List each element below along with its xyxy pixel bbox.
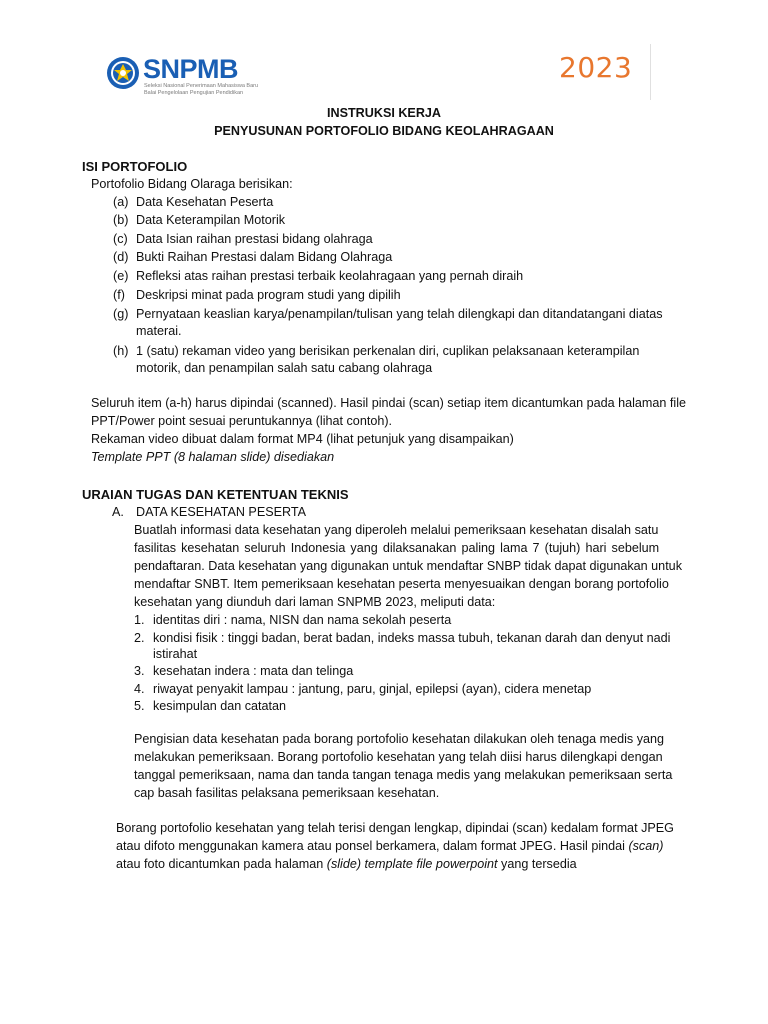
list-item: Bukti Raihan Prestasi dalam Bidang Olahraga <box>136 250 393 264</box>
paragraph-line: melakukan pemeriksaan. Borang portofolio kesehatan yang telah diisi harus dilengkapi dengan <box>134 750 663 764</box>
scan-note-line-1: Seluruh item (a-h) harus dipindai (scanned). Hasil pindai (scan) setiap item dicantumkan pada halaman file <box>91 396 687 410</box>
paragraph-line: kesehatan yang diunduh dari laman SNPMB 2023, meliputi data: <box>134 595 496 609</box>
list-item: kondisi fisik : tinggi badan, berat badan, indeks massa tubuh, tekanan darah dan denyut nadi <box>153 631 671 645</box>
paragraph-line: atau foto dicantumkan pada halaman (slide) template file powerpoint yang tersedia <box>116 857 577 871</box>
list-marker: (g) <box>113 307 129 321</box>
list-item: riwayat penyakit lampau : jantung, paru, ginjal, epilepsi (ayan), cidera menetap <box>153 682 592 696</box>
header-year: 2023 <box>559 51 633 84</box>
isi-intro: Portofolio Bidang Olaraga berisikan: <box>91 177 293 191</box>
doc-title-line-1: INSTRUKSI KERJA <box>326 106 442 120</box>
logo-subtitle: Seleksi Nasional Penerimaan Mahasiswa Baru Balai Pengelolaan Pengujian Pendidikan <box>144 83 259 96</box>
paragraph-line: Pengisian data kesehatan pada borang portofolio kesehatan dilakukan oleh tenaga medis yang <box>134 732 665 746</box>
kemdikbud-emblem-icon <box>106 56 140 90</box>
paragraph-line: fasilitas kesehatan seluruh Indonesia yang dilaksanakan paling lama 7 (tujuh) hari sebelum <box>134 541 660 555</box>
list-marker: 2. <box>134 631 145 645</box>
section-marker: A. <box>112 505 124 519</box>
paragraph-line: Buatlah informasi data kesehatan yang diperoleh melalui pemeriksaan kesehatan disalah satu <box>134 523 659 537</box>
list-item: Data Isian raihan prestasi bidang olahraga <box>136 232 373 246</box>
list-marker: 5. <box>134 699 145 713</box>
snpmb-logo <box>106 54 259 96</box>
list-item: Data Keterampilan Motorik <box>136 213 286 227</box>
list-item-continuation: materai. <box>136 324 182 338</box>
list-marker: (c) <box>113 232 128 246</box>
video-note: Rekaman video dibuat dalam format MP4 (lihat petunjuk yang disampaikan) <box>91 432 514 446</box>
section-a-title: DATA KESEHATAN PESERTA <box>136 505 307 519</box>
list-marker: (a) <box>113 195 129 209</box>
list-item: Pernyataan keaslian karya/penampilan/tulisan yang telah dilengkapi dan ditandatangani diatas <box>136 307 663 321</box>
list-marker: (f) <box>113 288 125 302</box>
list-marker: (b) <box>113 213 129 227</box>
list-marker: 1. <box>134 613 145 627</box>
paragraph-line: Borang portofolio kesehatan yang telah terisi dengan lengkap, dipindai (scan) kedalam format JPEG <box>116 821 674 835</box>
list-item: identitas diri : nama, NISN dan nama sekolah peserta <box>153 613 452 627</box>
doc-title-line-2: PENYUSUNAN PORTOFOLIO BIDANG KEOLAHRAGAAN <box>214 124 554 138</box>
list-item: kesimpulan dan catatan <box>153 699 287 713</box>
paragraph-line: tanggal pemeriksaan, nama dan tanda tangan tenaga medis yang melakukan pemeriksaan serta <box>134 768 673 782</box>
paragraph-line: pendaftaran. Data kesehatan yang digunakan untuk mendaftar SNBP tidak dapat digunakan untuk <box>134 559 682 573</box>
paragraph-line: cap basah fasilitas pelaksana pemeriksaan kesehatan. <box>134 786 440 800</box>
list-item: Refleksi atas raihan prestasi terbaik keolahragaan yang pernah diraih <box>136 269 524 283</box>
scan-note-line-2: PPT/Power point sesuai peruntukannya (lihat contoh). <box>91 414 393 428</box>
list-marker: (d) <box>113 250 129 264</box>
document-header <box>92 44 651 100</box>
list-marker: 4. <box>134 682 145 696</box>
list-item-continuation: motorik, dan penampilan salah satu cabang olahraga <box>136 361 433 375</box>
list-item: Deskripsi minat pada program studi yang dipilih <box>136 288 401 302</box>
paragraph-line: atau difoto menggunakan kamera atau ponsel berkamera, dalam format JPEG. Hasil pindai (scan) <box>116 839 664 853</box>
list-marker: (e) <box>113 269 129 283</box>
template-note: Template PPT (8 halaman slide) disediakan <box>91 450 335 464</box>
logo-wordmark: SNPMB <box>143 54 239 84</box>
paragraph-line: mendaftar SNBT. Item pemeriksaan kesehatan peserta menyesuaikan dengan borang portofolio <box>134 577 669 591</box>
list-marker: 3. <box>134 664 145 678</box>
list-item: Data Kesehatan Peserta <box>136 195 274 209</box>
list-marker: (h) <box>113 344 129 358</box>
list-item: kesehatan indera : mata dan telinga <box>153 664 354 678</box>
section-heading-isi: ISI PORTOFOLIO <box>82 159 188 174</box>
list-item: 1 (satu) rekaman video yang berisikan perkenalan diri, cuplikan pelaksanaan keterampilan <box>136 344 640 358</box>
section-heading-uraian: URAIAN TUGAS DAN KETENTUAN TEKNIS <box>82 487 349 502</box>
list-item-continuation: istirahat <box>153 647 198 661</box>
